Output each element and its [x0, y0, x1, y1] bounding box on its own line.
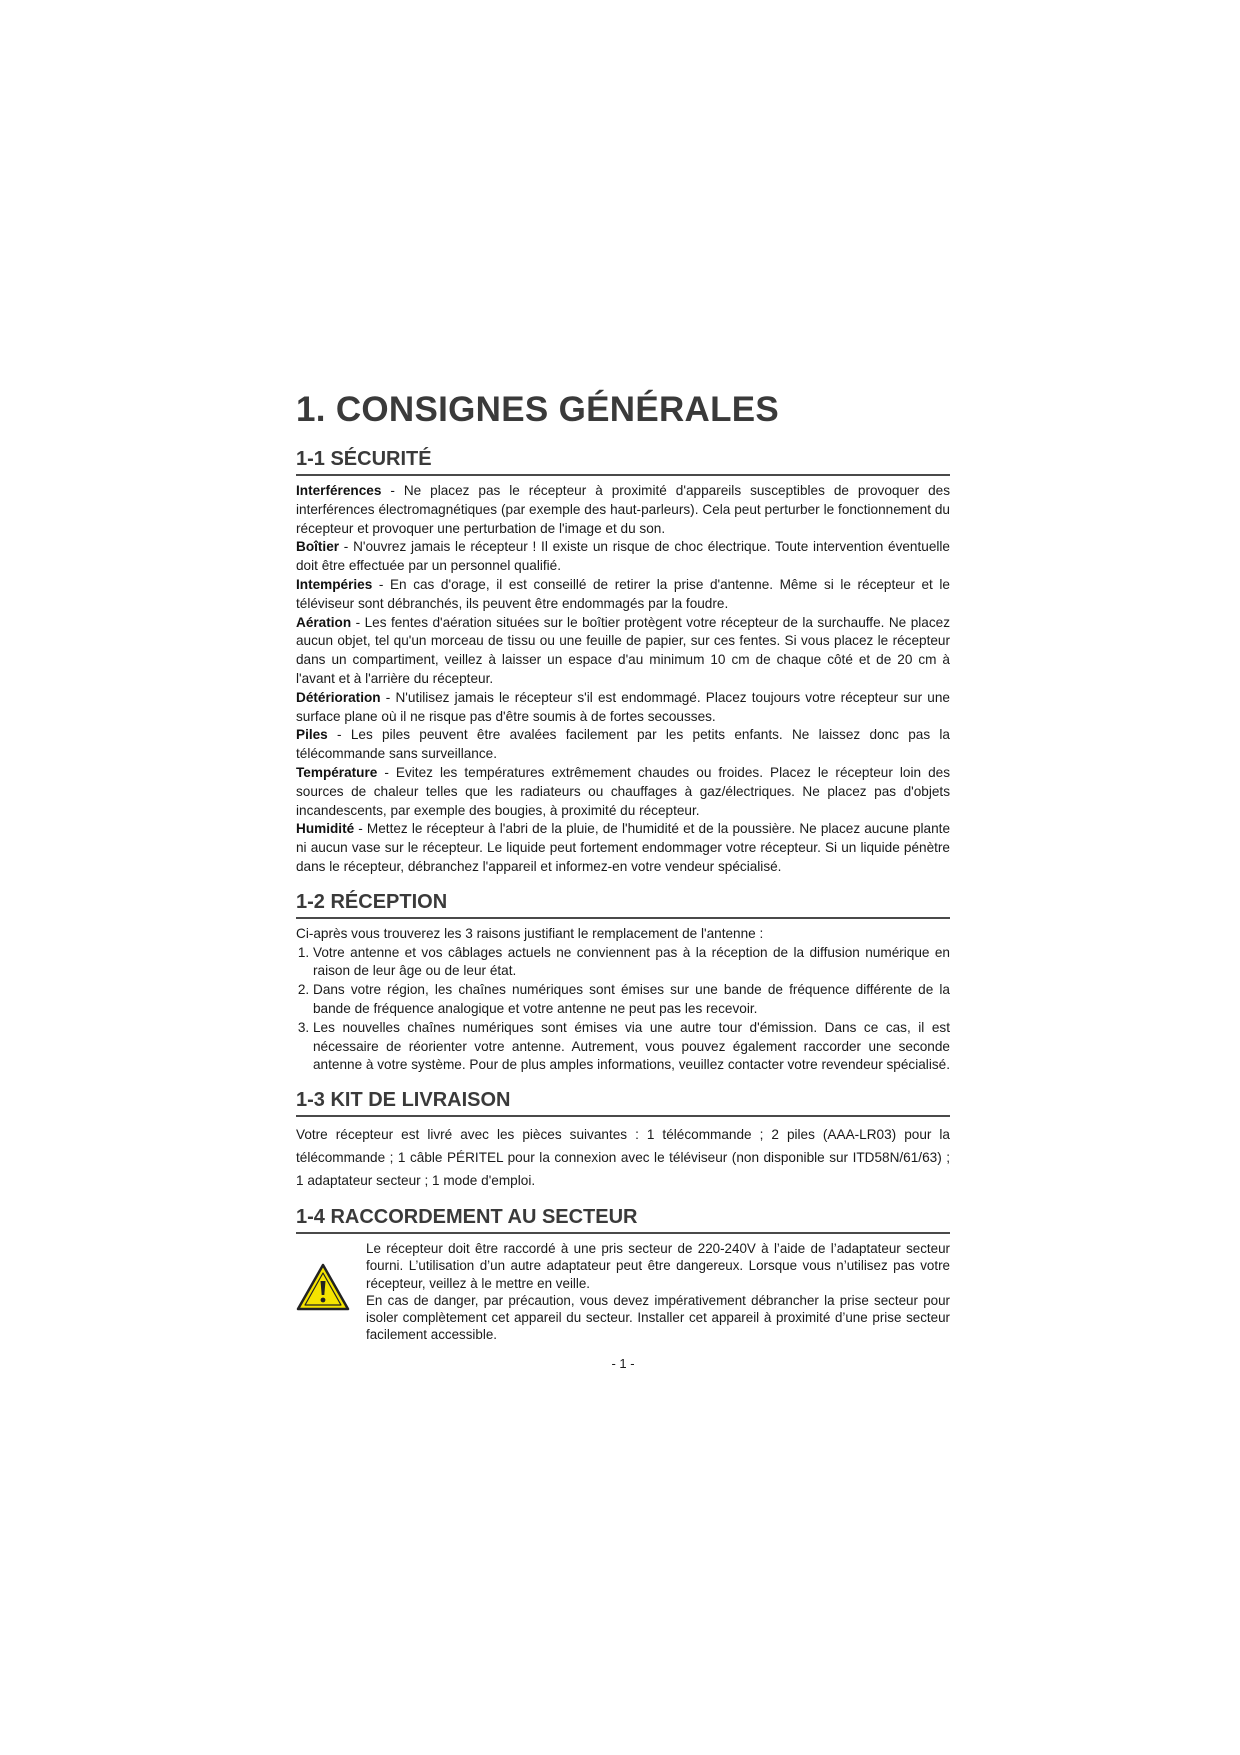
list-item: 3. Les nouvelles chaînes numériques sont émises via une autre tour d'émission. Dans ce cas, il est nécessaire de réorienter votre antenne. Autrement, vous pouvez également raccorder une seconde antenne à votre système. Pour de plus amples informations, veuillez contacter votre revendeur spécialisé. [313, 1019, 950, 1075]
security-item-humidite: Humidité - Mettez le récepteur à l'abri de la pluie, de l'humidité et de la poussière. Ne placez aucune plante ni aucun vase sur le récepteur. Le liquide peut fortement endommager votre récepteur. Si un liquide pénètre dans le récepteur, débranchez l'appareil et informez-en votre vendeur spécialisé. [296, 821, 950, 874]
security-item-temperature: Température - Evitez les températures extrêmement chaudes ou froides. Placez le récepteur loin des sources de chaleur telles que les radiateurs ou chauffages à gaz/électriques. Ne placez pas d'objets incandescents, par exemple des bougies, à proximité du récepteur. [296, 764, 950, 818]
reception-intro: Ci-après vous trouverez les 3 raisons justifiant le remplacement de l'antenne : [296, 925, 764, 941]
mains-text [366, 1240, 950, 1343]
reception-section [296, 889, 950, 1075]
security-item-deterioration: Détérioration - N'utilisez jamais le récepteur s'il est endommagé. Placez toujours votre récepteur sur une surface plane où il ne risque pas d'être soumis à de fortes secousses. [296, 689, 950, 724]
mains-paragraph: En cas de danger, par précaution, vous devez impérativement débrancher la prise secteur pour isoler complètement cet appareil du secteur. Installer cet appareil à proximité d’une prise secteur facilement accessible. [366, 1292, 950, 1343]
mains-section [296, 1204, 950, 1343]
kit-heading: 1-3 KIT DE LIVRAISON [296, 1087, 950, 1117]
security-item-piles: Piles - Les piles peuvent être avalées facilement par les petits enfants. Ne laissez donc pas la télécommande sans surveillance. [296, 727, 950, 762]
security-section [296, 446, 950, 877]
security-heading: 1-1 SÉCURITÉ [296, 446, 950, 476]
security-item-aeration: Aération - Les fentes d'aération situées sur le boîtier protègent votre récepteur de la surchauffe. Ne placez aucun objet, tel qu'un morceau de tissu ou une feuille de papier, sur ces fentes. Si vous placez le récepteur dans un compartiment, veillez à laisser un espace d'au minimum 10 cm de chaque côté et de 20 cm à l'avant et à l'arrière du récepteur. [296, 614, 950, 686]
mains-heading: 1-4 RACCORDEMENT AU SECTEUR [296, 1204, 950, 1234]
security-item-interferences: Interférences - Ne placez pas le récepteur à proximité d'appareils susceptibles de provoquer des interférences électromagnétiques (par exemple des haut-parleurs). Cela peut perturber le fonctionnement du récepteur et provoquer une perturbation de l'image et du son. [296, 483, 950, 536]
mains-paragraph: Le récepteur doit être raccordé à une pris secteur de 220-240V à l’aide de l’adaptateur secteur fourni. L’utilisation d’un autre adaptateur peut être dangereux. Lorsque vous n’utilisez pas votre récepteur, veillez à le mettre en veille. [366, 1241, 950, 1291]
kit-section [296, 1087, 950, 1192]
security-item-boitier: Boîtier - N'ouvrez jamais le récepteur ! Il existe un risque de choc électrique. Toute intervention éventuelle doit être effectuée par un personnel qualifié. [296, 539, 950, 574]
warning-triangle-icon [296, 1240, 366, 1318]
security-item-intemperies: Intempéries - En cas d'orage, il est conseillé de retirer la prise d'antenne. Même si le récepteur et le téléviseur sont débranchés, ils peuvent être endommagés par la foudre. [296, 576, 950, 611]
manual-page [296, 388, 950, 1374]
list-item: 1. Votre antenne et vos câblages actuels ne conviennent pas à la réception de la diffusion numérique en raison de leur âge ou de leur état. [313, 944, 950, 982]
reasons-list [296, 944, 950, 1076]
page-number: - 1 - [611, 1356, 635, 1372]
reception-heading: 1-2 RÉCEPTION [296, 889, 950, 919]
kit-text: Votre récepteur est livré avec les pièces suivantes : 1 télécommande ; 2 piles (AAA-LR03) pour la télécommande ; 1 câble PÉRITEL pour la connexion avec le téléviseur (non disponible sur ITD58N/61/63) ; 1 adaptateur secteur ; 1 mode d'emploi. [296, 1127, 950, 1189]
page-title: 1. CONSIGNES GÉNÉRALES [296, 390, 780, 429]
mains-body [296, 1240, 950, 1343]
list-item: 2. Dans votre région, les chaînes numériques sont émises sur une bande de fréquence différente de la bande de fréquence analogique et votre antenne ne peut pas les recevoir. [313, 981, 950, 1019]
